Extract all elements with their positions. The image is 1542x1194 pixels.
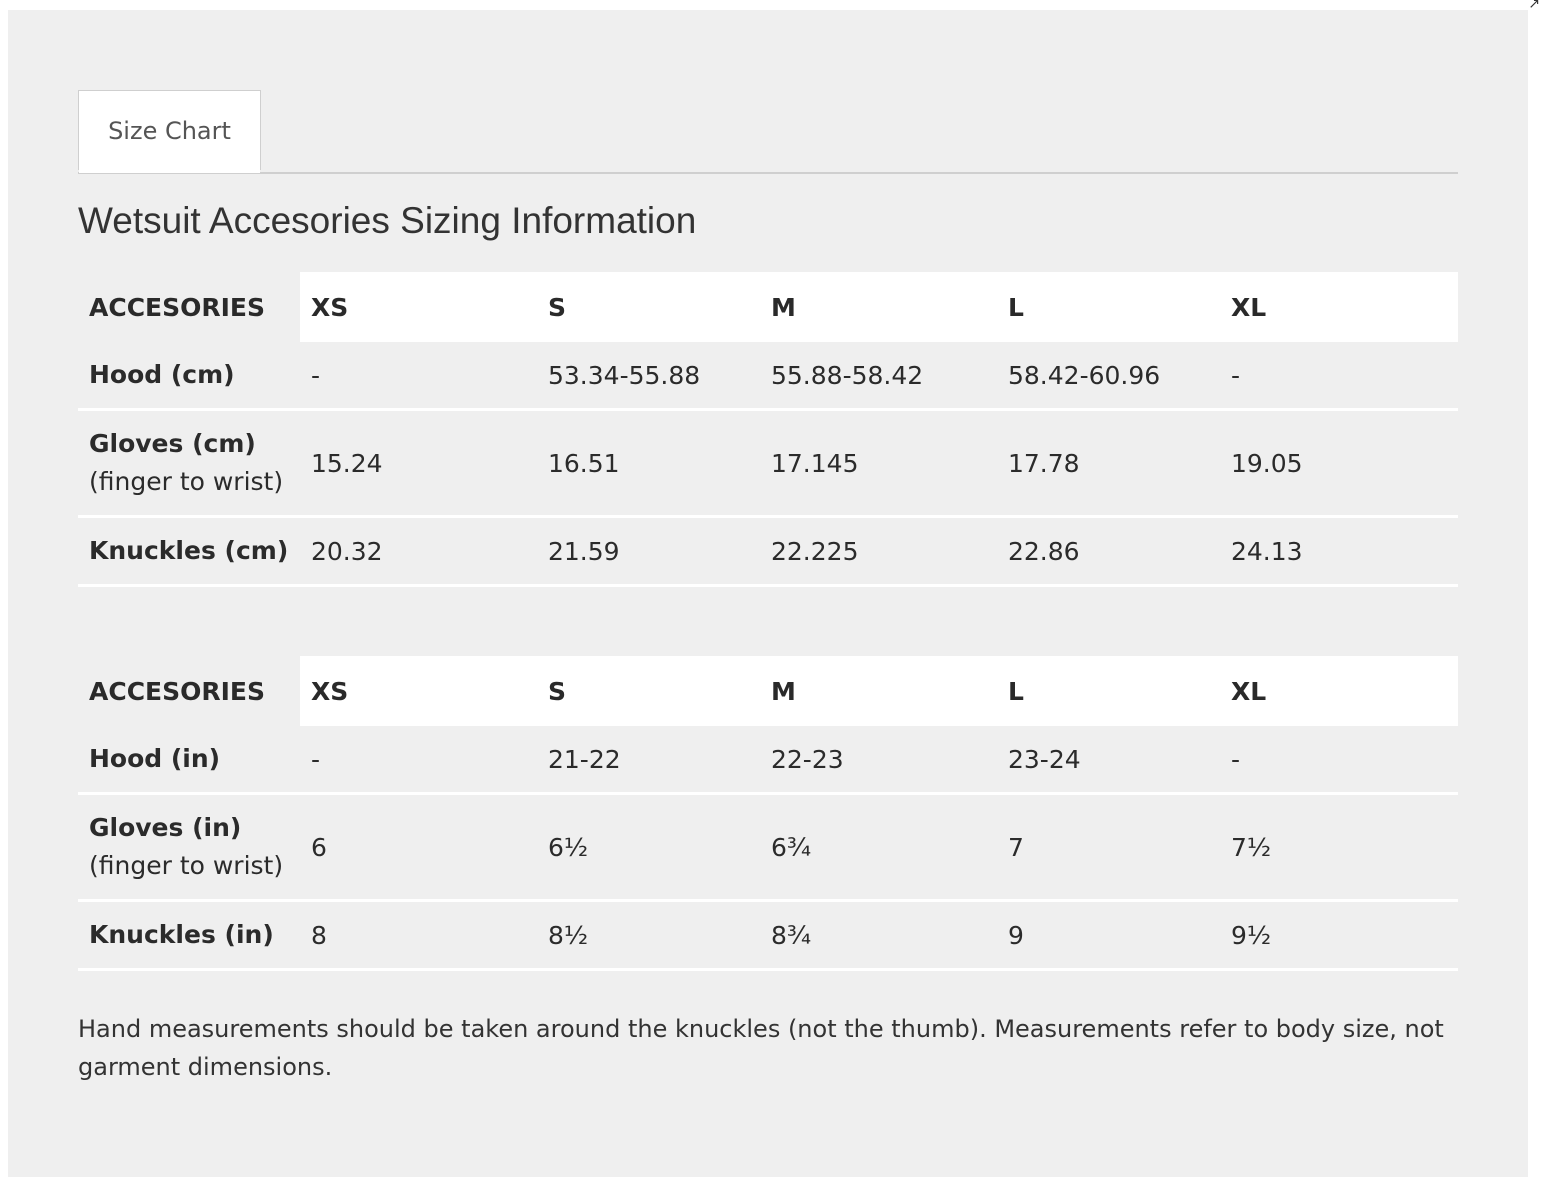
table-cell: 6 [300,794,537,901]
row-label [78,794,300,901]
header-cell-xl: XL [1220,272,1458,342]
table-cell: 55.88-58.42 [760,342,997,410]
table-cell: - [1220,342,1458,410]
section-title: Wetsuit Accesories Sizing Information [78,200,697,241]
table-cell: - [1220,726,1458,794]
header-cell-xs: XS [300,656,537,726]
header-cell-m: M [760,272,997,342]
row-label [78,342,300,410]
header-cell-l: L [997,272,1220,342]
table-cell: 9 [997,901,1220,970]
table-cell: 7 [997,794,1220,901]
table-cell: 8½ [537,901,760,970]
row-label [78,410,300,517]
table-cell: 21-22 [537,726,760,794]
row-label-sub: (finger to wrist) [89,467,284,496]
table-row-knuckles-cm [78,517,1458,586]
corner-mark: ↗ [1528,0,1540,12]
table-cell: 9½ [1220,901,1458,970]
header-cell-s: S [537,272,760,342]
table-header-row [78,656,1458,726]
table-cell: 24.13 [1220,517,1458,586]
row-label-main: Gloves (cm) [89,429,256,458]
table-cell: 16.51 [537,410,760,517]
table-cell: 53.34-55.88 [537,342,760,410]
table-row-gloves-in [78,794,1458,901]
table-cell: 23-24 [997,726,1220,794]
table-cell: 22-23 [760,726,997,794]
table-header-row [78,272,1458,342]
table-cell: 6¾ [760,794,997,901]
size-table-in [78,656,1458,971]
row-label-main: Gloves (in) [89,813,242,842]
table-cell: - [300,342,537,410]
row-label-main: Knuckles (in) [89,920,274,949]
row-label [78,901,300,970]
table-row-hood-in [78,726,1458,794]
table-cell: 17.78 [997,410,1220,517]
header-cell-accesories: ACCESORIES [78,656,300,726]
table-cell: 19.05 [1220,410,1458,517]
header-cell-accesories: ACCESORIES [78,272,300,342]
tab-size-chart[interactable]: Size Chart [78,90,261,170]
table-cell: 6½ [537,794,760,901]
row-label-sub: (finger to wrist) [89,851,284,880]
table-row-hood-cm [78,342,1458,410]
table-cell: 21.59 [537,517,760,586]
table-cell: 8¾ [760,901,997,970]
table-cell: 17.145 [760,410,997,517]
table-cell: 22.86 [997,517,1220,586]
row-label-main: Hood (in) [89,744,221,773]
table-cell: - [300,726,537,794]
row-label [78,517,300,586]
table-cell: 22.225 [760,517,997,586]
row-label-main: Hood (cm) [89,360,235,389]
size-chart-panel [8,10,1528,1177]
table-cell: 20.32 [300,517,537,586]
table-cell: 8 [300,901,537,970]
header-cell-m: M [760,656,997,726]
table-cell: 15.24 [300,410,537,517]
row-label-main: Knuckles (cm) [89,536,289,565]
header-cell-s: S [537,656,760,726]
tab-bar [78,90,1458,174]
row-label [78,726,300,794]
size-table-cm [78,272,1458,587]
table-cell: 58.42-60.96 [997,342,1220,410]
header-cell-xs: XS [300,272,537,342]
header-cell-xl: XL [1220,656,1458,726]
table-cell: 7½ [1220,794,1458,901]
table-row-gloves-cm [78,410,1458,517]
table-row-knuckles-in [78,901,1458,970]
measurement-note: Hand measurements should be taken around the knuckles (not the thumb). Measurements refer to body size, not garment dimensions. [78,1015,1444,1081]
header-cell-l: L [997,656,1220,726]
